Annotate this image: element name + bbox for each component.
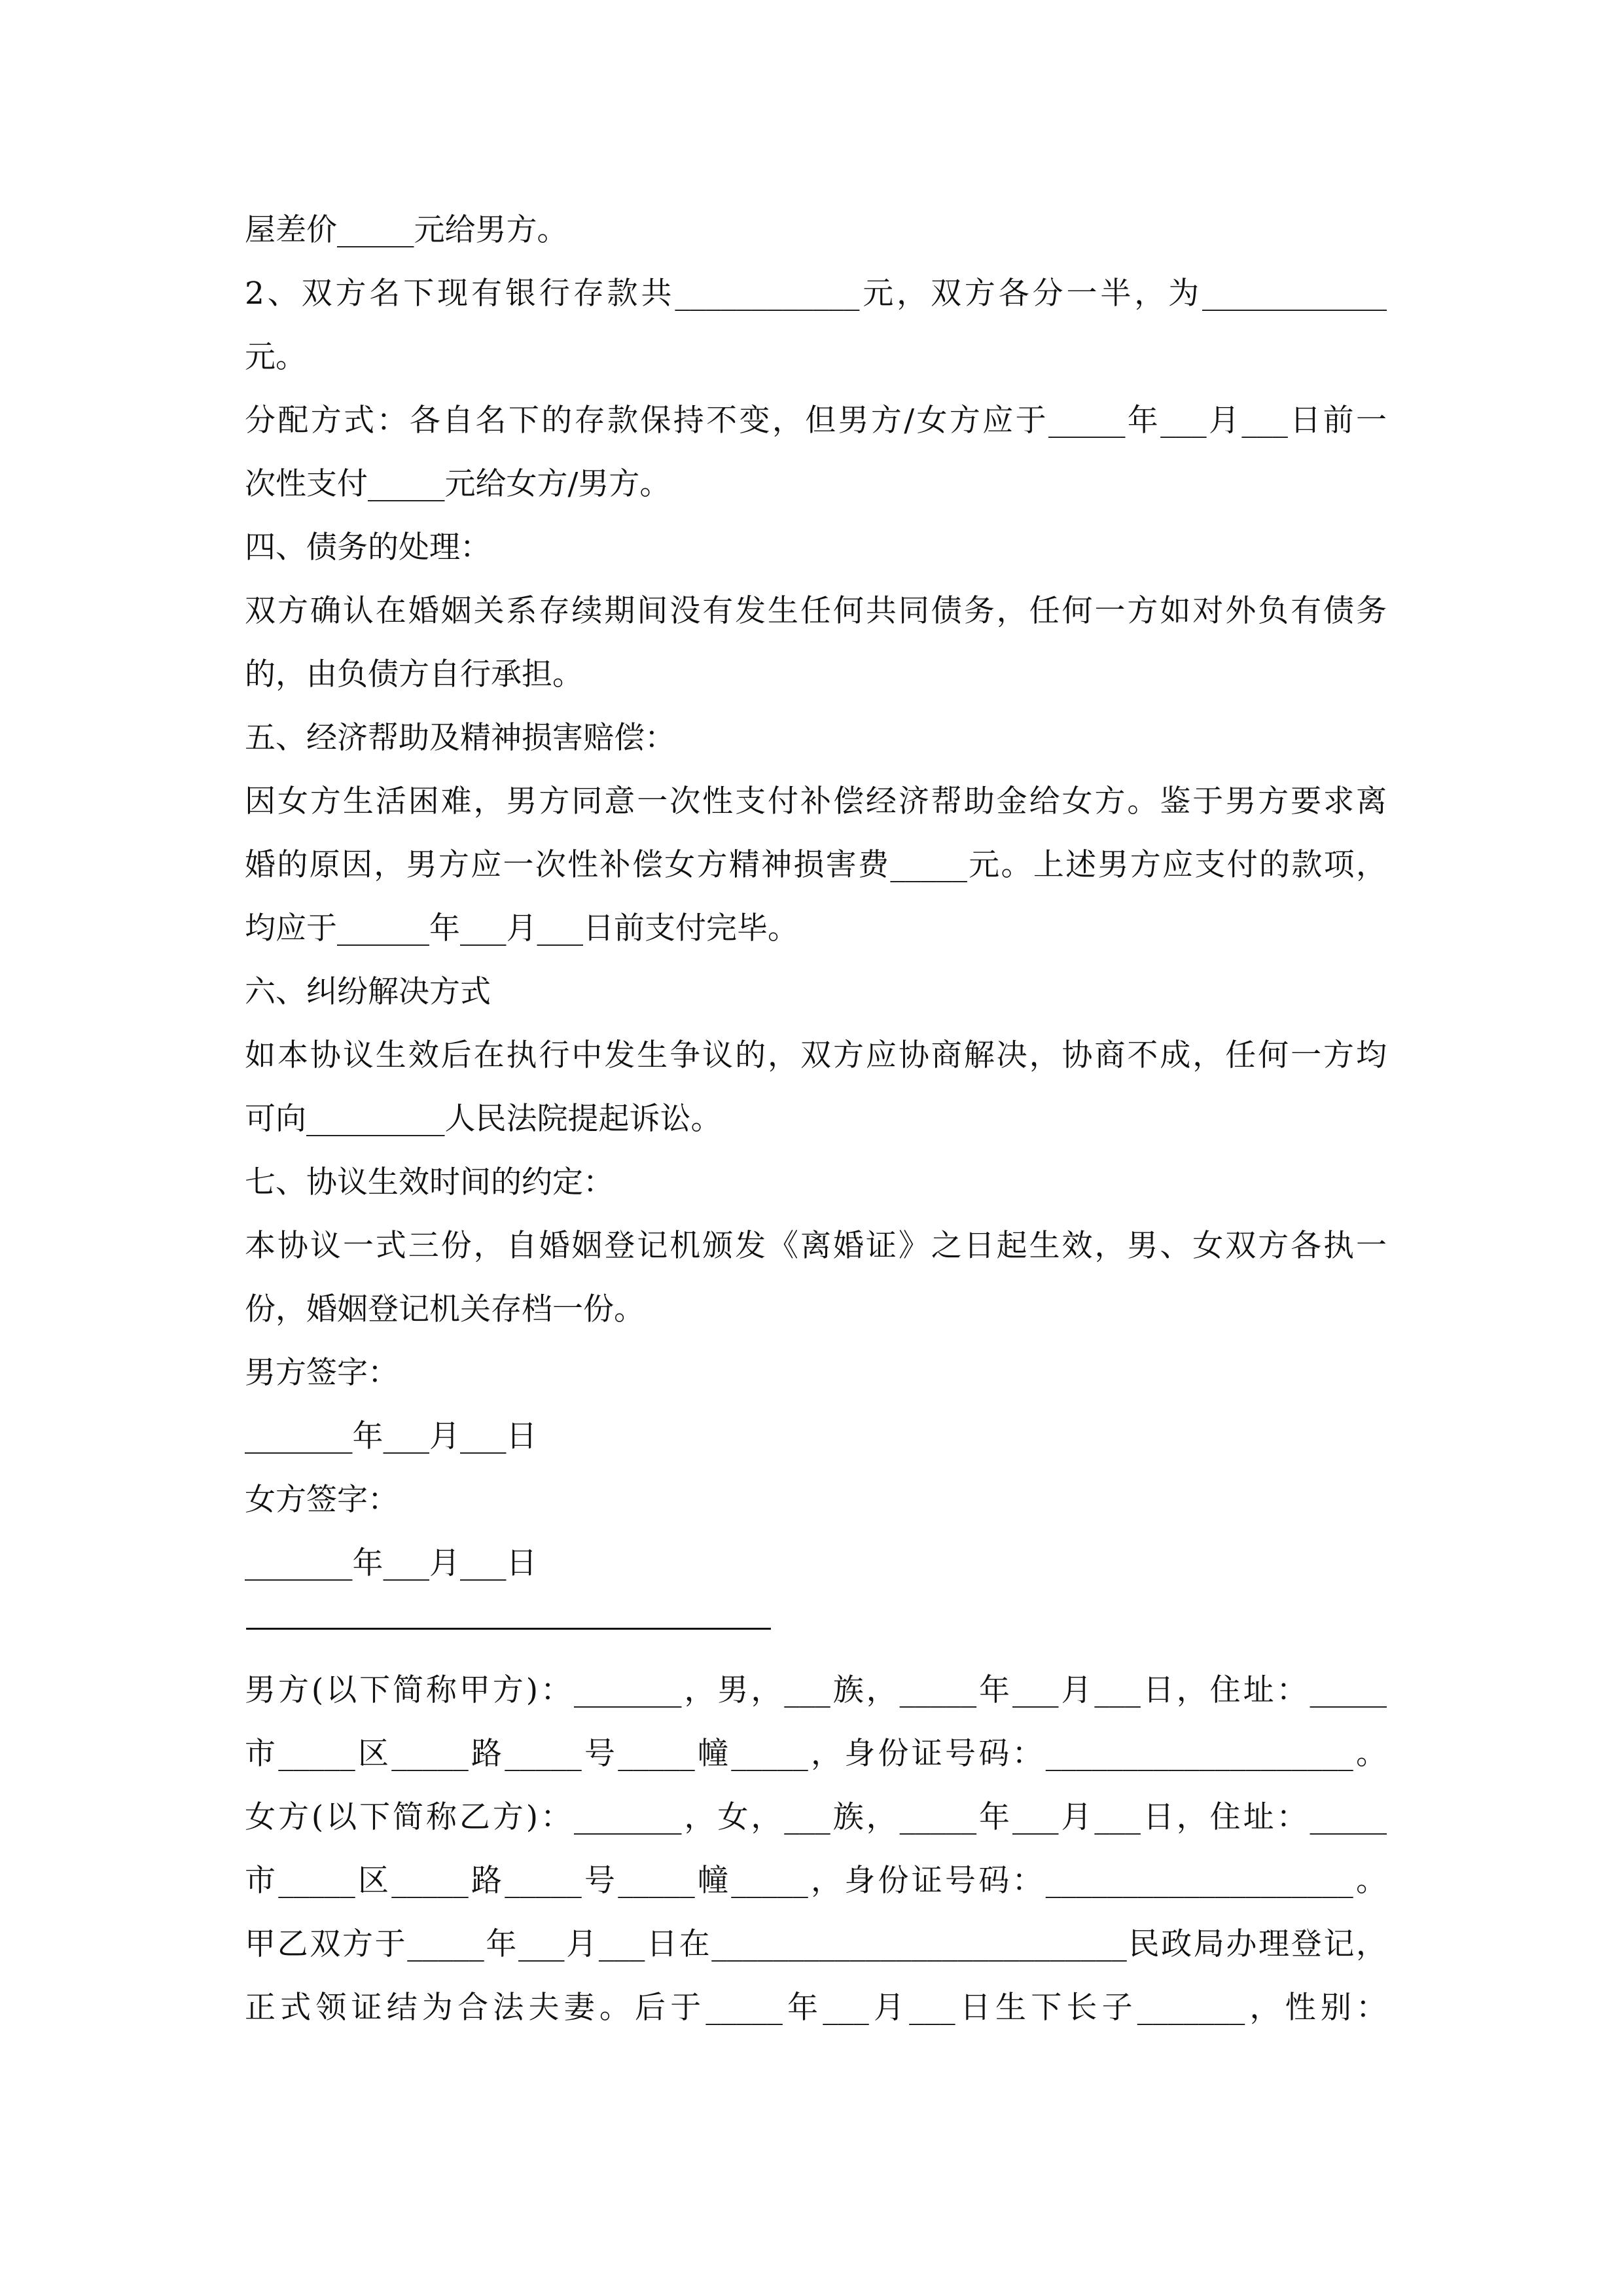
text-line: 因女方生活困难，男方同意一次性支付补偿经济帮助金给女方。鉴于男方要求离 xyxy=(245,783,1387,819)
text-line: 双方确认在婚姻关系存续期间没有发生任何共同债务，任何一方如对外负有债务 xyxy=(245,593,1387,629)
text-line: 份，婚姻登记机关存档一份。 xyxy=(245,1291,645,1327)
text-line: 均应于______年___月___日前支付完毕。 xyxy=(245,910,798,946)
text-line: 婚的原因，男方应一次性补偿女方精神损害费_____元。上述男方应支付的款项， xyxy=(245,847,1387,883)
text-line: 屋差价_____元给男方。 xyxy=(245,212,568,248)
text-line: 如本协议生效后在执行中发生争议的，双方应协商解决，协商不成，任何一方均 xyxy=(245,1037,1387,1073)
text-line: 可向_________人民法院提起诉讼。 xyxy=(245,1101,722,1137)
section-heading: 五、经济帮助及精神损害赔偿： xyxy=(245,720,675,756)
signature-date: _______年___月___日 xyxy=(245,1418,537,1454)
text-line: 市_____区_____路_____号_____幢_____，身份证号码：____________________。 xyxy=(245,1736,1387,1772)
divider-line: ———————————————————————— xyxy=(245,1609,763,1645)
section-heading: 七、协议生效时间的约定： xyxy=(245,1164,614,1200)
signature-date: _______年___月___日 xyxy=(245,1545,537,1581)
text-line: 次性支付_____元给女方/男方。 xyxy=(245,466,671,502)
section-heading: 四、债务的处理： xyxy=(245,529,491,565)
text-line: 女方(以下简称乙方)：_______，女，___族，_____年___月___日，住址：_____ xyxy=(245,1799,1387,1835)
text-line: 甲乙双方于_____年___月___日在___________________________民政局办理登记， xyxy=(245,1926,1387,1962)
signature-label: 女方签字： xyxy=(245,1482,399,1518)
section-heading: 六、纠纷解决方式 xyxy=(245,974,491,1010)
signature-label: 男方签字： xyxy=(245,1355,399,1391)
text-line: 的，由负债方自行承担。 xyxy=(245,656,583,692)
text-line: 2、双方名下现有银行存款共____________元，双方各分一半，为____________ xyxy=(245,276,1387,312)
text-line: 元。 xyxy=(245,339,306,375)
text-line: 市_____区_____路_____号_____幢_____，身份证号码：____________________。 xyxy=(245,1863,1387,1899)
text-line: 本协议一式三份，自婚姻登记机颁发《离婚证》之日起生效，男、女双方各执一 xyxy=(245,1228,1387,1264)
text-line: 分配方式：各自名下的存款保持不变，但男方/女方应于_____年___月___日前一 xyxy=(245,403,1387,439)
text-line: 男方(以下简称甲方)：_______，男，___族，_____年___月___日，住址：_____ xyxy=(245,1672,1387,1708)
text-line: 正式领证结为合法夫妻。后于_____年___月___日生下长子_______，性别： xyxy=(245,1990,1387,2026)
